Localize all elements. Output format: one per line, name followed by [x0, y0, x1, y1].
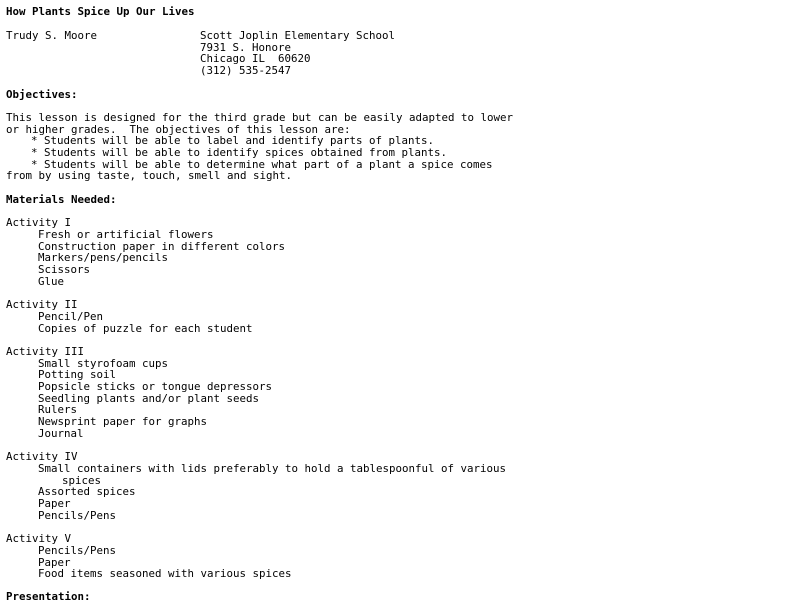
presentation-heading: Presentation: — [6, 590, 91, 603]
objective-bullet: * Students will be able to identify spices obtained from plants. — [31, 146, 448, 159]
material-item: Assorted spices — [38, 485, 136, 499]
material-item: Popsicle sticks or tongue depressors — [38, 380, 273, 393]
material-item: Small containers with lids preferably to hold a tablespoonful of various — [38, 461, 507, 475]
objectives-heading: Objectives: — [6, 87, 78, 101]
material-item: Scissors — [38, 263, 91, 276]
objective-bullet: * Students will be able to label and identify parts of plants. — [31, 134, 435, 148]
page-title: How Plants Spice Up Our Lives — [6, 5, 195, 18]
material-item: Potting soil — [38, 368, 117, 382]
author-name: Trudy S. Moore — [6, 29, 98, 42]
material-item: Construction paper in different colors — [38, 239, 286, 253]
material-item: Copies of puzzle for each student — [38, 321, 253, 335]
material-item: Rulers — [38, 403, 78, 417]
objective-bullet: * Students will be able to determine what part of a plant a spice comes — [31, 157, 493, 171]
material-item: Food items seasoned with various spices — [38, 567, 292, 581]
material-item: Pencils/Pens — [38, 543, 117, 557]
material-item: Fresh or artificial flowers — [38, 227, 214, 241]
school-name: Scott Joplin Elementary School — [200, 29, 396, 42]
materials-heading: Materials Needed: — [6, 192, 117, 206]
objectives-intro-line: or higher grades. The objectives of this lesson are: — [6, 122, 351, 136]
material-item: Newsprint paper for graphs — [38, 415, 208, 429]
activity-title: Activity II — [6, 298, 78, 312]
school-phone: (312) 535-2547 — [200, 64, 292, 78]
objectives-intro-line: This lesson is designed for the third grade but can be easily adapted to lower — [6, 110, 514, 124]
activity-title: Activity IV — [6, 450, 78, 464]
material-item-continuation: spices — [62, 473, 102, 487]
material-item: Pencil/Pen — [38, 309, 104, 323]
material-item: Paper — [38, 555, 71, 569]
material-item: Small styrofoam cups — [38, 356, 169, 370]
activity-title: Activity III — [6, 344, 85, 358]
material-item: Glue — [38, 274, 65, 288]
material-item: Pencils/Pens — [38, 508, 117, 522]
school-city: Chicago IL 60620 — [200, 52, 311, 66]
material-item: Seedling plants and/or plant seeds — [38, 391, 260, 405]
school-street: 7931 S. Honore — [200, 40, 292, 54]
activity-title: Activity V — [6, 532, 72, 546]
activity-title: Activity I — [6, 216, 72, 230]
material-item: Journal — [38, 426, 84, 440]
material-item: Markers/pens/pencils — [38, 251, 169, 265]
objective-continuation: from by using taste, touch, smell and sight. — [6, 169, 293, 183]
material-item: Paper — [38, 497, 71, 510]
